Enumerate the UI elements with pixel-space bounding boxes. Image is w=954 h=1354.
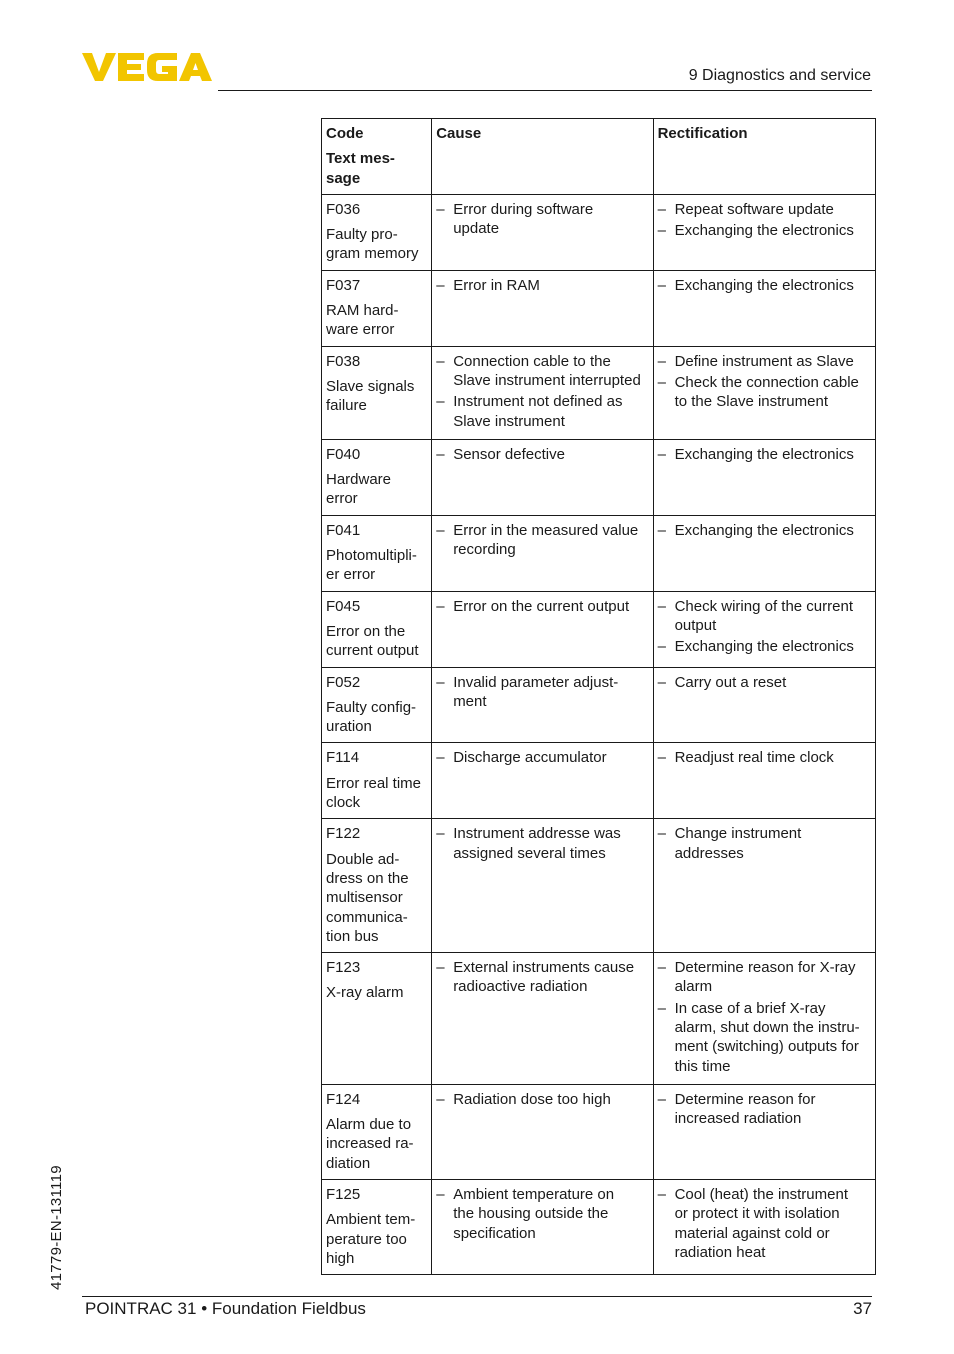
cause-cell xyxy=(432,270,653,346)
header-text-message: Text mes- sage xyxy=(326,150,395,187)
rectification-item: – Check the connection cable to the Slave instrument xyxy=(658,373,872,412)
header-rule xyxy=(218,90,872,91)
error-code: F038 xyxy=(326,352,361,370)
cause-cell-list xyxy=(436,673,649,712)
error-code: F040 xyxy=(326,445,361,463)
error-text-message: Faulty pro- gram memory xyxy=(326,226,419,263)
error-code: F122 xyxy=(326,825,361,843)
error-code: F052 xyxy=(326,673,361,691)
diagnostics-table xyxy=(321,118,876,1275)
rectification-cell xyxy=(653,439,875,515)
diagnostics-table-body xyxy=(322,194,876,1274)
rectification-cell xyxy=(653,819,875,953)
rectification-item: – Exchanging the electronics xyxy=(658,637,872,656)
rectification-item: – Carry out a reset xyxy=(658,673,872,692)
cause-item: – Instrument addresse was assigned several times xyxy=(436,824,649,863)
rectification-item: – Readjust real time clock xyxy=(658,748,872,767)
cause-cell xyxy=(432,591,653,667)
rectification-item: – Change instrument addresses xyxy=(658,824,872,863)
rectification-cell xyxy=(653,591,875,667)
rectification-cell-list xyxy=(658,445,872,464)
cause-item: – Invalid parameter adjust- ment xyxy=(436,673,649,712)
header-cause: Cause xyxy=(432,119,653,195)
vega-logo xyxy=(82,50,212,84)
cause-cell xyxy=(432,667,653,743)
rectification-item: – Define instrument as Slave xyxy=(658,352,872,371)
cause-cell-list xyxy=(436,276,649,295)
rectification-item: – Determine reason for X-ray alarm xyxy=(658,958,872,997)
code-cell xyxy=(322,346,432,439)
error-code: F124 xyxy=(326,1090,361,1108)
table-row xyxy=(322,667,876,743)
error-code: F041 xyxy=(326,521,361,539)
cause-item: – Error during software update xyxy=(436,200,649,239)
page-number: 37 xyxy=(853,1299,872,1318)
cause-cell xyxy=(432,515,653,591)
cause-item: – Connection cable to the Slave instrument interrupted xyxy=(436,352,649,391)
table-row xyxy=(322,819,876,953)
rectification-cell xyxy=(653,346,875,439)
rectification-cell xyxy=(653,270,875,346)
header-code-cell xyxy=(322,119,432,195)
code-cell xyxy=(322,743,432,819)
rectification-cell xyxy=(653,743,875,819)
table-row xyxy=(322,515,876,591)
error-text-message: X-ray alarm xyxy=(326,984,404,1002)
rectification-item: – Repeat software update xyxy=(658,200,872,219)
error-text-message: Error on the current output xyxy=(326,622,419,660)
code-cell xyxy=(322,515,432,591)
code-cell xyxy=(322,439,432,515)
cause-cell-list xyxy=(436,521,649,560)
error-text-message: Faulty config- uration xyxy=(326,698,417,736)
cause-item: – Error on the current output xyxy=(436,597,649,616)
code-cell xyxy=(322,1084,432,1179)
rectification-cell-list xyxy=(658,958,872,1076)
cause-item: – Error in the measured value recording xyxy=(436,521,649,560)
vega-logo-graphic xyxy=(82,50,212,84)
rectification-cell-list xyxy=(658,276,872,295)
table-row xyxy=(322,1084,876,1179)
cause-cell xyxy=(432,346,653,439)
code-cell xyxy=(322,270,432,346)
table-header-row xyxy=(322,119,876,195)
cause-item: – Radiation dose too high xyxy=(436,1090,649,1109)
error-text-message: Slave signals failure xyxy=(326,377,415,415)
error-code: F114 xyxy=(326,749,360,767)
code-cell xyxy=(322,667,432,743)
error-text-message: Ambient tem- perature too high xyxy=(326,1211,416,1267)
cause-item: – Error in RAM xyxy=(436,276,649,295)
rectification-cell xyxy=(653,953,875,1085)
cause-cell xyxy=(432,1180,653,1275)
code-cell xyxy=(322,1180,432,1275)
rectification-cell xyxy=(653,1180,875,1275)
cause-item: – Ambient temperature on the housing outside the specification xyxy=(436,1185,649,1243)
rectification-item: – Determine reason for increased radiation xyxy=(658,1090,872,1129)
cause-cell-list xyxy=(436,200,649,239)
table-row xyxy=(322,1180,876,1275)
document-id: 41779-EN-131119 xyxy=(48,1165,65,1290)
header-code: Code xyxy=(326,125,364,142)
table-row xyxy=(322,270,876,346)
cause-item: – Instrument not defined as Slave instrument xyxy=(436,392,649,431)
error-code: F037 xyxy=(326,276,361,294)
cause-item: – External instruments cause radioactive radiation xyxy=(436,958,649,997)
cause-cell-list xyxy=(436,352,649,431)
rectification-cell-list xyxy=(658,824,872,863)
rectification-cell-list xyxy=(658,673,872,692)
rectification-cell xyxy=(653,515,875,591)
error-text-message: Hardware error xyxy=(326,471,392,508)
section-title: 9 Diagnostics and service xyxy=(688,67,871,84)
cause-cell-list xyxy=(436,824,649,863)
error-text-message: Photomultipli- er error xyxy=(326,547,417,584)
table-row xyxy=(322,591,876,667)
rectification-cell xyxy=(653,667,875,743)
cause-cell xyxy=(432,194,653,270)
table-row xyxy=(322,346,876,439)
rectification-item: – Check wiring of the current output xyxy=(658,597,872,636)
cause-cell-list xyxy=(436,597,649,616)
rectification-item: – Exchanging the electronics xyxy=(658,521,872,540)
cause-cell xyxy=(432,953,653,1085)
rectification-cell-list xyxy=(658,200,872,241)
table-row xyxy=(322,194,876,270)
cause-cell-list xyxy=(436,1185,649,1243)
error-code: F123 xyxy=(326,959,361,977)
rectification-cell-list xyxy=(658,352,872,412)
rectification-item: – Exchanging the electronics xyxy=(658,221,872,240)
cause-cell-list xyxy=(436,1090,649,1109)
error-text-message: Double ad- dress on the multisensor communica- tion bus xyxy=(326,850,409,945)
error-text-message: Alarm due to increased ra- diation xyxy=(326,1116,414,1172)
error-text-message: Error real time clock xyxy=(326,774,422,812)
footer-product: POINTRAC 31 • Foundation Fieldbus xyxy=(85,1299,366,1318)
code-cell xyxy=(322,194,432,270)
code-cell xyxy=(322,953,432,1085)
rectification-item: – In case of a brief X-ray alarm, shut down the instru- ment (switching) outputs for this time xyxy=(658,999,872,1076)
cause-cell xyxy=(432,1084,653,1179)
cause-cell-list xyxy=(436,748,649,767)
rectification-item: – Exchanging the electronics xyxy=(658,445,872,464)
cause-item: – Discharge accumulator xyxy=(436,748,649,767)
cause-item: – Sensor defective xyxy=(436,445,649,464)
table-row xyxy=(322,743,876,819)
code-cell xyxy=(322,591,432,667)
error-code: F036 xyxy=(326,200,361,218)
cause-cell xyxy=(432,819,653,953)
code-cell xyxy=(322,819,432,953)
rectification-cell-list xyxy=(658,1090,872,1129)
rectification-item: – Exchanging the electronics xyxy=(658,276,872,295)
cause-cell-list xyxy=(436,958,649,997)
error-text-message: RAM hard- ware error xyxy=(326,302,399,339)
table-row xyxy=(322,439,876,515)
rectification-cell-list xyxy=(658,1185,872,1262)
header-rectification: Rectification xyxy=(653,119,875,195)
rectification-item: – Cool (heat) the instrument or protect it with isolation material against cold or radiation heat xyxy=(658,1185,872,1262)
rectification-cell-list xyxy=(658,521,872,540)
rectification-cell xyxy=(653,1084,875,1179)
rectification-cell-list xyxy=(658,597,872,657)
table-row xyxy=(322,953,876,1085)
footer-rule xyxy=(82,1296,872,1297)
rectification-cell xyxy=(653,194,875,270)
error-code: F125 xyxy=(326,1186,361,1204)
cause-cell xyxy=(432,439,653,515)
cause-cell-list xyxy=(436,445,649,464)
cause-cell xyxy=(432,743,653,819)
error-code: F045 xyxy=(326,597,361,615)
rectification-cell-list xyxy=(658,748,872,767)
